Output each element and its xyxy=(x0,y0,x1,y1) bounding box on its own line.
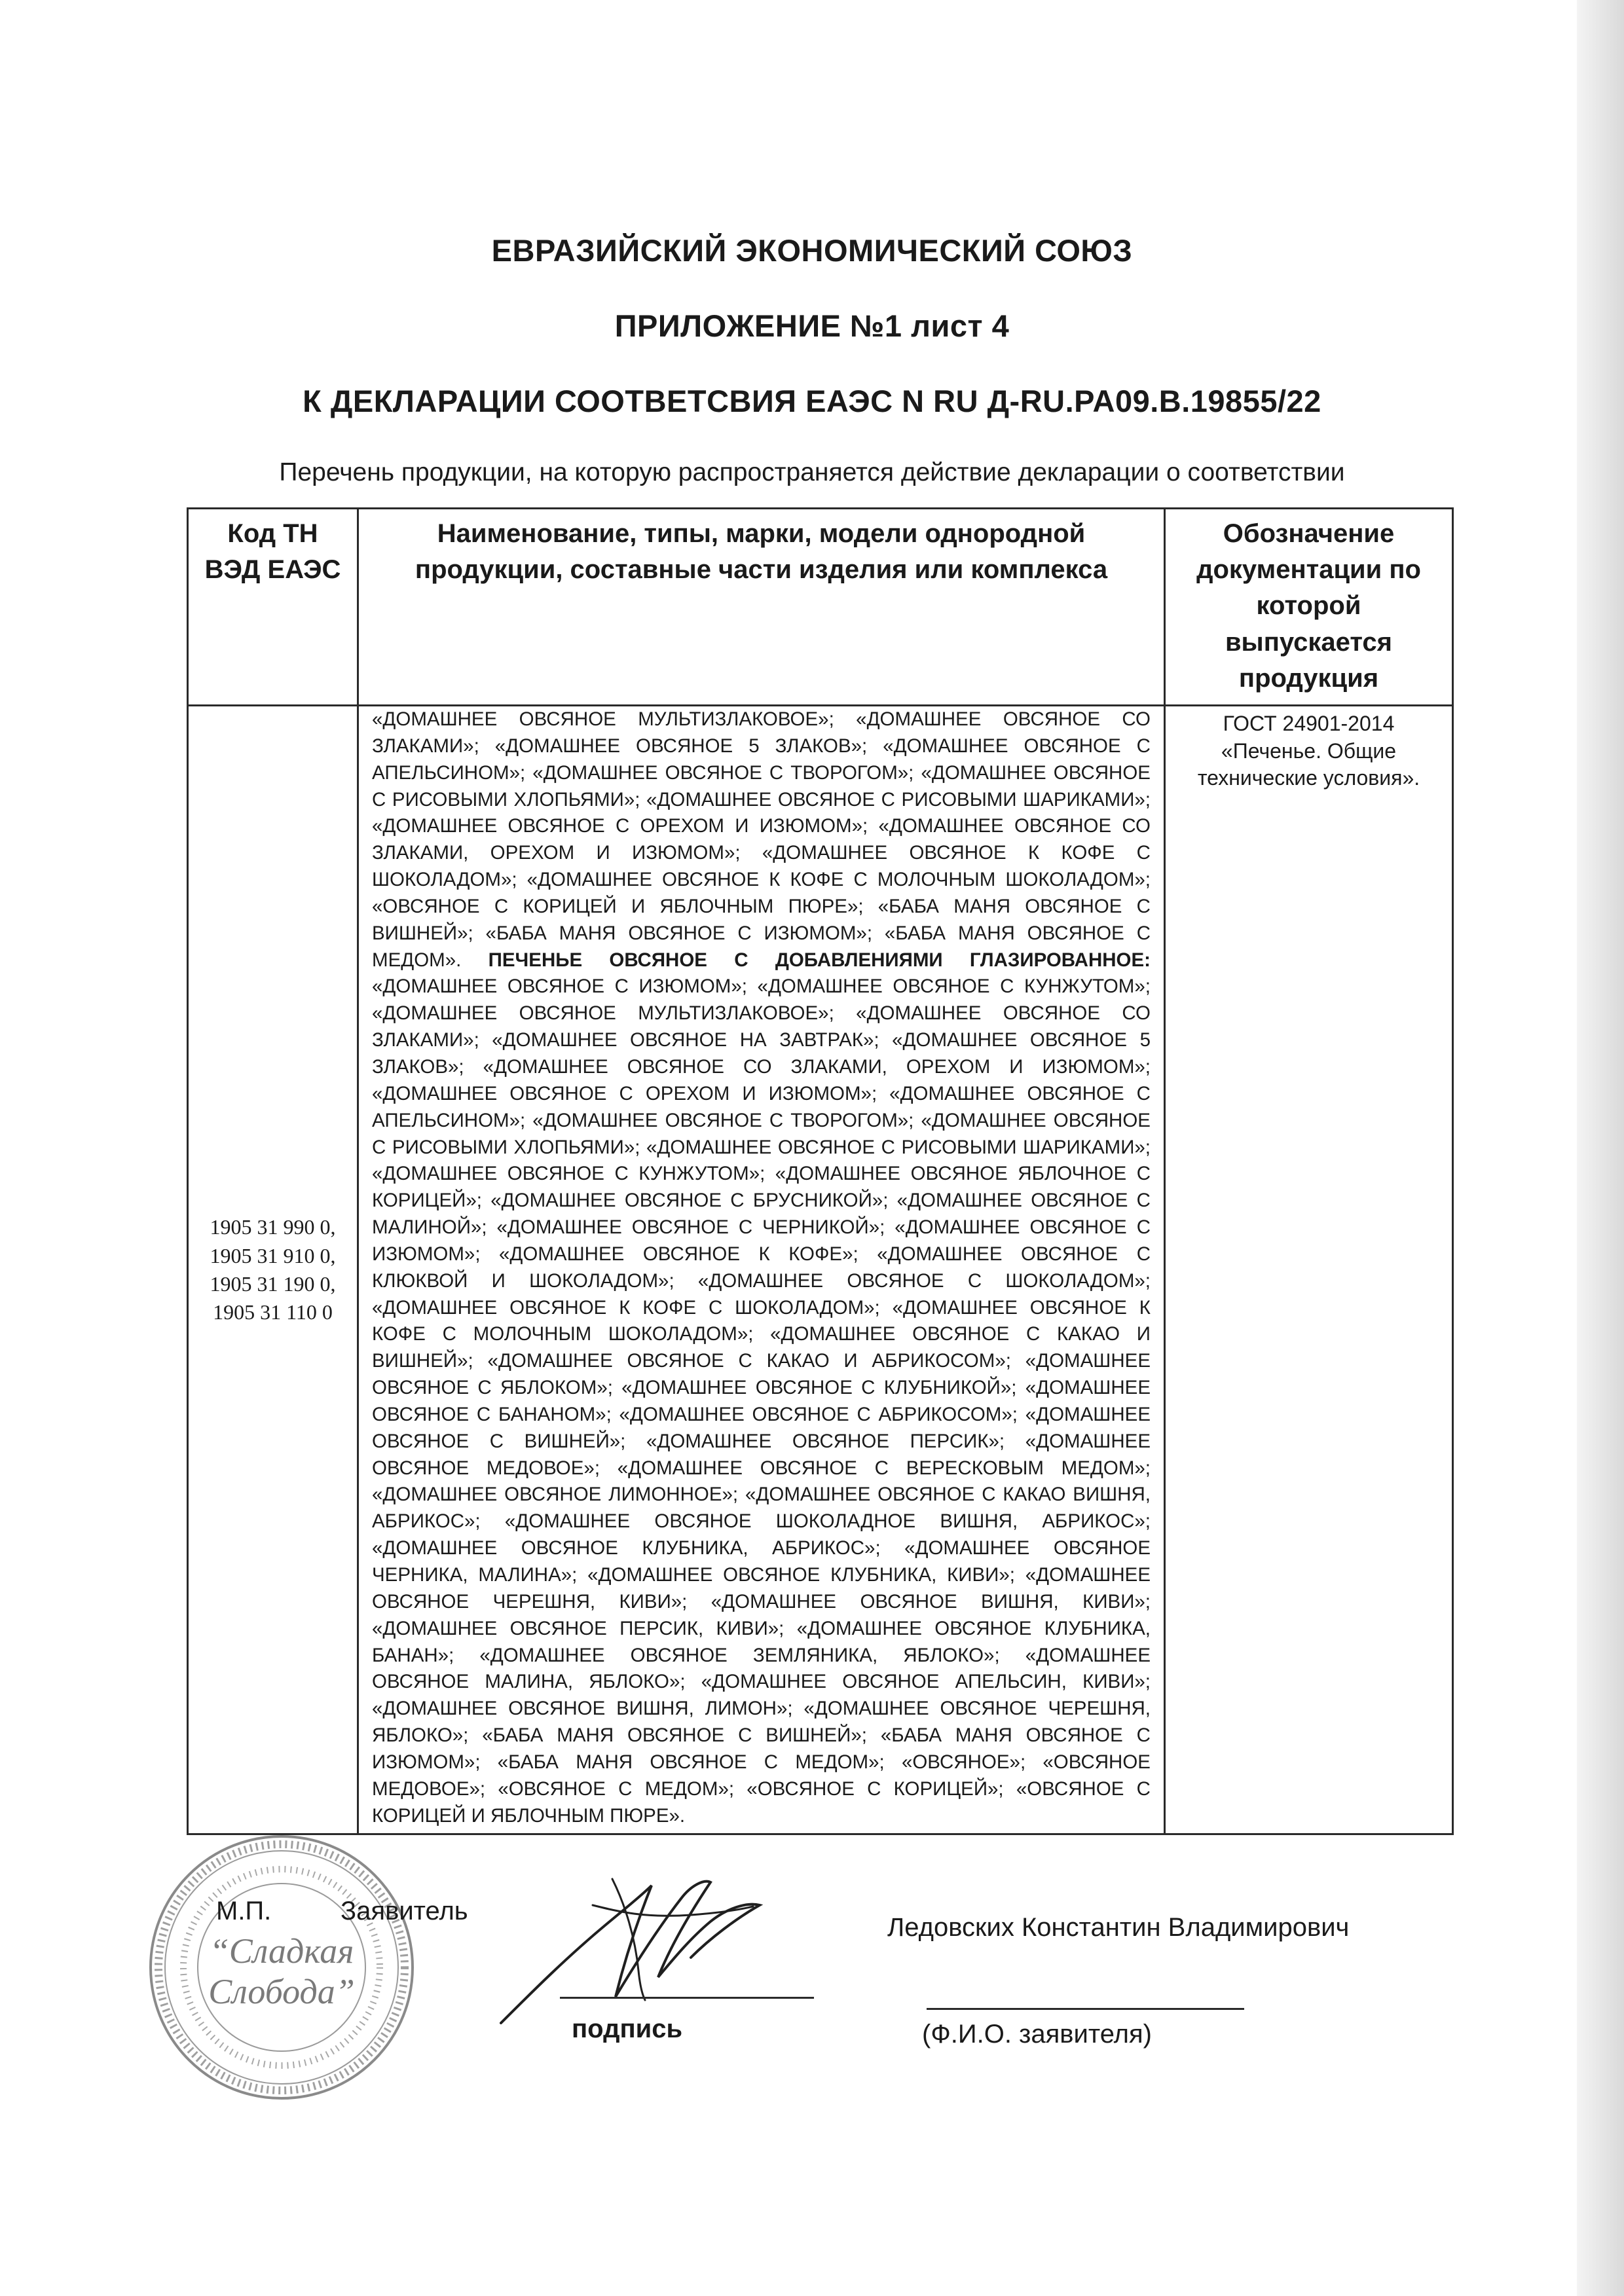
tn-ved-codes xyxy=(188,706,358,1834)
stamp-text-line1: “Сладкая xyxy=(209,1931,354,1971)
signature-line xyxy=(560,1997,814,1999)
signature-caption: подпись xyxy=(572,2014,683,2043)
name-line xyxy=(927,2008,1244,2010)
tn-ved-code: 1905 31 910 0, xyxy=(210,1243,336,1267)
header-code: Код ТН ВЭД ЕАЭС xyxy=(188,509,358,706)
applicant-name: Ледовских Константин Владимирович xyxy=(887,1913,1350,1942)
product-group-heading: ПЕЧЕНЬЕ ОВСЯНОЕ С ДОБАВЛЕНИЯМИ ГЛАЗИРОВАННОЕ: xyxy=(488,949,1151,971)
doc-reference: ГОСТ 24901-2014 «Печенье. Общие технические условия». xyxy=(1165,706,1453,1834)
product-list-part2: «ДОМАШНЕЕ ОВСЯНОЕ С ИЗЮМОМ»; «ДОМАШНЕЕ ОВСЯНОЕ С КУНЖУТОМ»; «ДОМАШНЕЕ ОВСЯНОЕ МУЛЬТИЗЛАКОВОЕ»; «ДОМАШНЕЕ ОВСЯНОЕ СО ЗЛАКАМИ»; «ДОМАШНЕЕ ОВСЯНОЕ НА ЗАВТРАК»; «ДОМАШНЕЕ ОВСЯНОЕ 5 ЗЛАКОВ»; «ДОМАШНЕЕ ОВСЯНОЕ СО ЗЛАКАМИ, ОРЕХОМ И ИЗЮМОМ»; «ДОМАШНЕЕ ОВСЯНОЕ С ОРЕХОМ И ИЗЮМОМ»; «ДОМАШНЕЕ ОВСЯНОЕ С АПЕЛЬСИНОМ»; «ДОМАШНЕЕ ОВСЯНОЕ С ТВОРОГОМ»; «ДОМАШНЕЕ ОВСЯНОЕ С РИСОВЫМИ ХЛОПЬЯМИ»; «ДОМАШНЕЕ ОВСЯНОЕ С РИСОВЫМИ ШАРИКАМИ»; «ДОМАШНЕЕ ОВСЯНОЕ С КУНЖУТОМ»; «ДОМАШНЕЕ ОВСЯНОЕ ЯБЛОЧНОЕ С КОРИЦЕЙ»; «ДОМАШНЕЕ ОВСЯНОЕ С БРУСНИКОЙ»; «ДОМАШНЕЕ ОВСЯНОЕ С МАЛИНОЙ»; «ДОМАШНЕЕ ОВСЯНОЕ С ЧЕРНИКОЙ»; «ДОМАШНЕЕ ОВСЯНОЕ С ИЗЮМОМ»; «ДОМАШНЕЕ ОВСЯНОЕ К КОФЕ»; «ДОМАШНЕЕ ОВСЯНОЕ С КЛЮКВОЙ И ШОКОЛАДОМ»; «ДОМАШНЕЕ ОВСЯНОЕ С ШОКОЛАДОМ»; «ДОМАШНЕЕ ОВСЯНОЕ К КОФЕ С ШОКОЛАДОМ»; «ДОМАШНЕЕ ОВСЯНОЕ К КОФЕ С МОЛОЧНЫМ ШОКОЛАДОМ»; «ДОМАШНЕЕ ОВСЯНОЕ С КАКАО И ВИШНЕЙ»; «ДОМАШНЕЕ ОВСЯНОЕ С КАКАО И АБРИКОСОМ»; «ДОМАШНЕЕ ОВСЯНОЕ С ЯБЛОКОМ»; «ДОМАШНЕЕ ОВСЯНОЕ С КЛУБНИКОЙ»; «ДОМАШНЕЕ ОВСЯНОЕ С БАНАНОМ»; «ДОМАШНЕЕ ОВСЯНОЕ С АБРИКОСОМ»; «ДОМАШНЕЕ ОВСЯНОЕ С ВИШНЕЙ»; «ДОМАШНЕЕ ОВСЯНОЕ ПЕРСИК»; «ДОМАШНЕЕ ОВСЯНОЕ МЕДОВОЕ»; «ДОМАШНЕЕ ОВСЯНОЕ С ВЕРЕСКОВЫМ МЕДОМ»; «ДОМАШНЕЕ ОВСЯНОЕ ЛИМОННОЕ»; «ДОМАШНЕЕ ОВСЯНОЕ С КАКАО ВИШНЯ, АБРИКОС»; «ДОМАШНЕЕ ОВСЯНОЕ ШОКОЛАДНОЕ ВИШНЯ, АБРИКОС»; «ДОМАШНЕЕ ОВСЯНОЕ КЛУБНИКА, АБРИКОС»; «ДОМАШНЕЕ ОВСЯНОЕ ЧЕРНИКА, МАЛИНА»; «ДОМАШНЕЕ ОВСЯНОЕ КЛУБНИКА, КИВИ»; «ДОМАШНЕЕ ОВСЯНОЕ ЧЕРЕШНЯ, КИВИ»; «ДОМАШНЕЕ ОВСЯНОЕ ВИШНЯ, КИВИ»; «ДОМАШНЕЕ ОВСЯНОЕ ПЕРСИК, КИВИ»; «ДОМАШНЕЕ ОВСЯНОЕ КЛУБНИКА, БАНАН»; «ДОМАШНЕЕ ОВСЯНОЕ ЗЕМЛЯНИКА, ЯБЛОКО»; «ДОМАШНЕЕ ОВСЯНОЕ МАЛИНА, ЯБЛОКО»; «ДОМАШНЕЕ ОВСЯНОЕ АПЕЛЬСИН, КИВИ»; «ДОМАШНЕЕ ОВСЯНОЕ ВИШНЯ, ЛИМОН»; «ДОМАШНЕЕ ОВСЯНОЕ ЧЕРЕШНЯ, ЯБЛОКО»; «БАБА МАНЯ ОВСЯНОЕ С ВИШНЕЙ»; «БАБА МАНЯ ОВСЯНОЕ С ИЗЮМОМ»; «БАБА МАНЯ ОВСЯНОЕ С МЕДОМ»; «ОВСЯНОЕ»; «ОВСЯНОЕ МЕДОВОЕ»; «ОВСЯНОЕ С МЕДОМ»; «ОВСЯНОЕ С КОРИЦЕЙ»; «ОВСЯНОЕ С КОРИЦЕЙ И ЯБЛОЧНЫМ ПЮРЕ». xyxy=(372,975,1151,1827)
product-names xyxy=(358,706,1165,1834)
tn-ved-code: 1905 31 110 0 xyxy=(213,1300,333,1324)
applicant-label: Заявитель xyxy=(341,1897,468,1925)
company-seal-stamp xyxy=(141,1827,422,2108)
union-title: ЕВРАЗИЙСКИЙ ЭКОНОМИЧЕСКИЙ СОЮЗ xyxy=(491,233,1133,268)
product-table xyxy=(187,507,1454,1835)
declaration-title: К ДЕКЛАРАЦИИ СООТВЕТСВИЯ ЕАЭС N RU Д-RU.PA09.B.19855/22 xyxy=(303,384,1321,418)
appendix-title: ПРИЛОЖЕНИЕ №1 лист 4 xyxy=(614,308,1010,343)
table-row xyxy=(188,706,1453,1834)
table-header-row xyxy=(188,509,1453,706)
seal-label: М.П. xyxy=(216,1897,272,1925)
name-caption: (Ф.И.О. заявителя) xyxy=(922,2020,1152,2049)
scan-page-edge xyxy=(1577,0,1624,2296)
header-name: Наименование, типы, марки, модели однородной продукции, составные части изделия или комплекса xyxy=(358,509,1165,706)
stamp-text-line2: Слобода” xyxy=(208,1972,355,2011)
tn-ved-code: 1905 31 990 0, xyxy=(210,1215,336,1239)
tn-ved-code: 1905 31 190 0, xyxy=(210,1271,336,1296)
product-list-part1: «ДОМАШНЕЕ ОВСЯНОЕ МУЛЬТИЗЛАКОВОЕ»; «ДОМАШНЕЕ ОВСЯНОЕ СО ЗЛАКАМИ»; «ДОМАШНЕЕ ОВСЯНОЕ 5 ЗЛАКОВ»; «ДОМАШНЕЕ ОВСЯНОЕ С АПЕЛЬСИНОМ»; «ДОМАШНЕЕ ОВСЯНОЕ С ТВОРОГОМ»; «ДОМАШНЕЕ ОВСЯНОЕ С РИСОВЫМИ ХЛОПЬЯМИ»; «ДОМАШНЕЕ ОВСЯНОЕ С РИСОВЫМИ ШАРИКАМИ»; «ДОМАШНЕЕ ОВСЯНОЕ С ОРЕХОМ И ИЗЮМОМ»; «ДОМАШНЕЕ ОВСЯНОЕ СО ЗЛАКАМИ, ОРЕХОМ И ИЗЮМОМ»; «ДОМАШНЕЕ ОВСЯНОЕ К КОФЕ С ШОКОЛАДОМ»; «ДОМАШНЕЕ ОВСЯНОЕ К КОФЕ С МОЛОЧНЫМ ШОКОЛАДОМ»; «ОВСЯНОЕ С КОРИЦЕЙ И ЯБЛОЧНЫМ ПЮРЕ»; «БАБА МАНЯ ОВСЯНОЕ С ВИШНЕЙ»; «БАБА МАНЯ ОВСЯНОЕ С ИЗЮМОМ»; «БАБА МАНЯ ОВСЯНОЕ С МЕДОМ». xyxy=(372,708,1151,971)
product-list-intro: Перечень продукции, на которую распространяется действие декларации о соответствии xyxy=(279,458,1345,486)
header-docs: Обозначение документации по которой выпускается продукция xyxy=(1165,509,1453,706)
handwritten-signature xyxy=(494,1866,769,2036)
